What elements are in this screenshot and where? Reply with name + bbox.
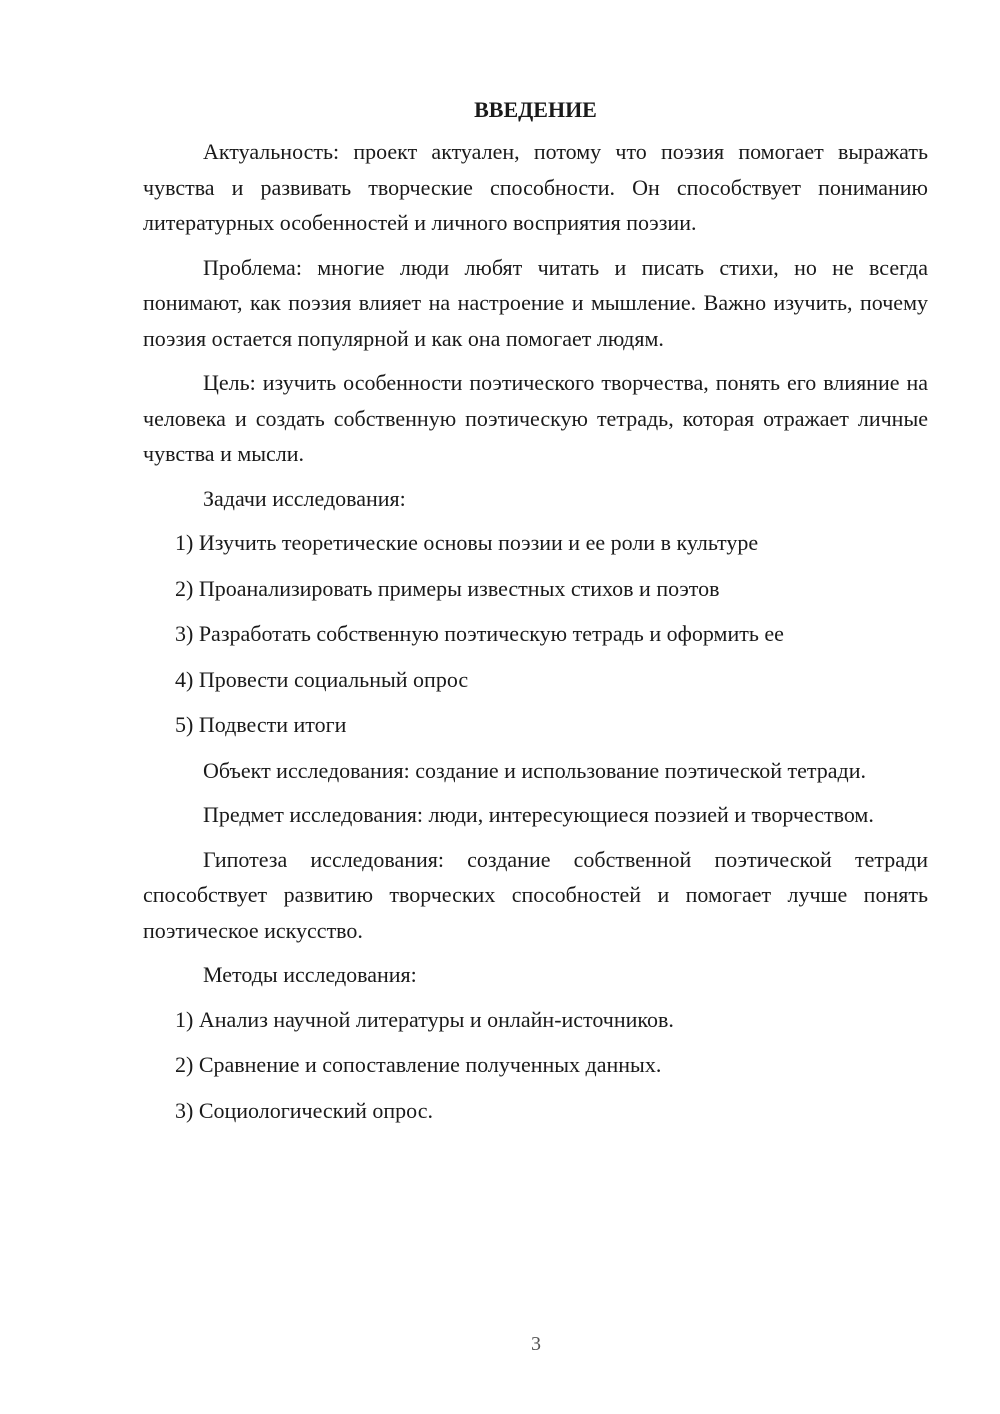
task-item: 2) Проанализировать примеры известных стихов и поэтов: [175, 575, 720, 601]
task-item: 4) Провести социальный опрос: [175, 666, 469, 692]
task-item: 1) Изучить теоретические основы поэзии и ее роли в культуре: [175, 530, 759, 555]
methods-heading: Методы исследования:: [203, 962, 417, 987]
tasks-heading: Задачи исследования:: [203, 485, 406, 511]
problem-paragraph: Проблема: многие люди любят читать и писать стихи, но не всегда понимают, как поэзия влияет на настроение и мышление. Важно изучить, почему поэзия остается популярной и как она помогает людям.: [143, 254, 928, 351]
object-paragraph: Объект исследования: создание и использование поэтической тетради.: [203, 757, 866, 783]
section-title: ВВЕДЕНИЕ: [474, 97, 597, 122]
methods-list: [143, 1002, 928, 1129]
tasks-list: [143, 525, 928, 743]
relevance-paragraph: Актуальность: проект актуален, потому что поэзия помогает выражать чувства и развивать творческие способности. Он способствует пониманию литературных особенностей и личного восприятия поэзии.: [143, 139, 928, 235]
page-number: 3: [531, 1333, 541, 1355]
goal-paragraph: Цель: изучить особенности поэтического творчества, понять его влияние на человека и создать собственную поэтическую тетрадь, которая отражает личные чувства и мысли.: [143, 370, 928, 466]
method-item: 2) Сравнение и сопоставление полученных данных.: [175, 1052, 662, 1077]
hypothesis-paragraph: Гипотеза исследования: создание собственной поэтической тетради способствует развитию творческих способностей и помогает лучше понять поэтическое искусство.: [143, 846, 928, 943]
task-item: 5) Подвести итоги: [175, 712, 347, 737]
page-content: [143, 92, 928, 1138]
task-item: 3) Разработать собственную поэтическую тетрадь и оформить ее: [175, 621, 784, 646]
method-item: 3) Социологический опрос.: [175, 1097, 433, 1123]
subject-paragraph: Предмет исследования: люди, интересующиеся поэзией и творчеством.: [203, 802, 874, 827]
method-item: 1) Анализ научной литературы и онлайн-источников.: [175, 1006, 674, 1032]
